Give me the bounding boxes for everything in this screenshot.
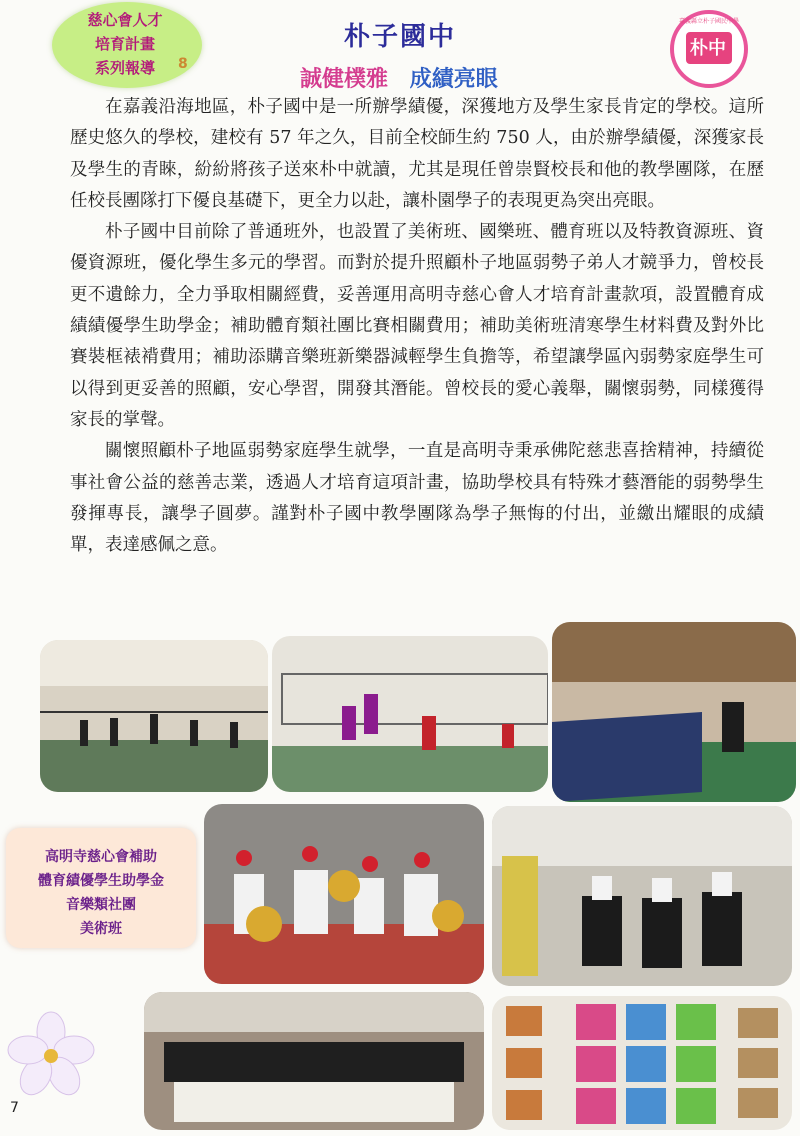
series-number: 8 (178, 56, 188, 72)
article-body (70, 92, 764, 561)
photo-group (144, 992, 484, 1130)
article-paragraph: 關懷照顧朴子地區弱勢家庭學生就學，一直是高明寺秉承佛陀慈悲喜捨精神，持續從事社會公益的慈善志業，透過人才培育這項計畫，協助學校具有特殊才藝潛能的弱勢學生發揮專長，讓學子圓夢。謹對朴子國中教學團隊為學子無悔的付出，並繳出耀眼的成績單，表達感佩之意。 (70, 441, 764, 556)
photo-orchestra (492, 806, 792, 986)
page-subtitle (300, 62, 498, 93)
page-title: 朴子國中 (343, 22, 456, 52)
photo-volleyball-match (272, 636, 548, 792)
logo-text: 朴中 (690, 38, 726, 59)
subtitle-left: 誠健樸雅 (300, 67, 389, 92)
page-number: 7 (10, 1100, 19, 1116)
photo-volleyball-gym (40, 640, 268, 792)
photo-art-exhibit (492, 996, 792, 1130)
school-logo (670, 10, 748, 88)
caption-line: 高明寺慈心會補助 (45, 849, 157, 865)
article-paragraph: 在嘉義沿海地區，朴子國中是一所辦學績優，深獲地方及學生家長肯定的學校。這所歷史悠久的學校，建校有 57 年之久，目前全校師生約 750 人，由於辦學績優，深獲家長及學生的青睞，紛紛將孩子送來朴中就讀，尤其是現任曾崇賢校長和他的教學團隊，在歷任校長團隊打下優良基礎下，更全力以赴，讓朴園學子的表現更為突出亮眼。 (70, 97, 764, 211)
caption-line: 音樂類社團 (66, 897, 136, 913)
badge-line: 系列報導 (94, 59, 155, 77)
badge-line: 培育計畫 (94, 35, 155, 53)
caption-line: 體育績優學生助學金 (38, 873, 164, 889)
photo-table-tennis (552, 622, 796, 802)
photo-marching-band (204, 804, 484, 984)
article-paragraph: 朴子國中目前除了普通班外，也設置了美術班、國樂班、體育班以及特教資源班、資優資源班，優化學生多元的學習。而對於提升照顧朴子地區弱勢子弟人才競爭力，曾校長更不遺餘力，全力爭取相關經費，妥善運用高明寺慈心會人才培育計畫款項，設置體育成績績優學生助學金；補助體育類社團比賽相關費用；補助美術班清寒學生材料費及對外比賽裝框裱褙費用；補助添購音樂班新樂器減輕學生負擔等，希望讓學區內弱勢家庭學生可以得到更妥善的照顧，安心學習，開發其潛能。曾校長的愛心義舉，關懷弱勢，同樣獲得家長的掌聲。 (70, 222, 764, 430)
caption-line: 美術班 (80, 921, 122, 937)
logo-ring-text: 嘉義縣立朴子國民中學 (678, 18, 739, 25)
badge-line: 慈心會人才 (87, 11, 163, 29)
subtitle-right: 成績亮眼 (409, 67, 498, 92)
flower-icon (6, 1010, 96, 1100)
